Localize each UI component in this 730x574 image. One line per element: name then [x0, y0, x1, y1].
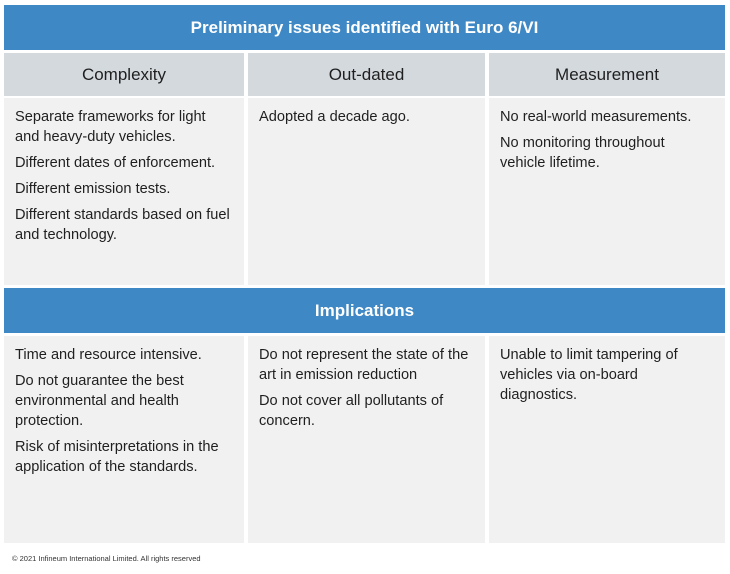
copyright-footer: © 2021 Infineum International Limited. All rights reserved [12, 554, 201, 563]
column-header-label: Measurement [555, 64, 659, 84]
implications-title: Implications [314, 300, 415, 320]
column-header-outdated [248, 53, 485, 96]
implication-item: Risk of misinterpretations in the application of the standards. [15, 439, 219, 475]
implication-item: Do not guarantee the best environmental and health protection. [15, 373, 184, 429]
issues-title-banner [4, 5, 725, 50]
issue-item: No real-world measurements. [500, 109, 692, 125]
implications-cell-complexity [4, 336, 244, 543]
issue-item: Different dates of enforcement. [15, 155, 216, 171]
implications-cell-outdated [248, 336, 485, 543]
column-header-label: Complexity [81, 64, 167, 84]
issue-item: No monitoring throughout vehicle lifetime. [500, 135, 665, 171]
issue-item: Different emission tests. [15, 181, 171, 197]
issues-cell-measurement [489, 98, 725, 285]
issues-title: Preliminary issues identified with Euro 6/VI [190, 17, 539, 37]
column-header-label: Out-dated [328, 64, 405, 84]
implication-item: Time and resource intensive. [15, 347, 202, 363]
implication-item: Unable to limit tampering of vehicles via on-board diagnostics. [500, 347, 678, 403]
implication-item: Do not represent the state of the art in emission reduction [259, 347, 469, 383]
column-header-measurement [489, 53, 725, 96]
column-header-complexity [4, 53, 244, 96]
implications-title-banner [4, 288, 725, 333]
issue-item: Adopted a decade ago. [259, 109, 410, 125]
implication-item: Do not cover all pollutants of concern. [259, 393, 444, 429]
issue-item: Separate frameworks for light and heavy-duty vehicles. [15, 109, 206, 145]
issue-item: Different standards based on fuel and technology. [15, 207, 230, 243]
issues-cell-outdated [248, 98, 485, 285]
implications-cell-measurement [489, 336, 725, 543]
issues-cell-complexity [4, 98, 244, 285]
